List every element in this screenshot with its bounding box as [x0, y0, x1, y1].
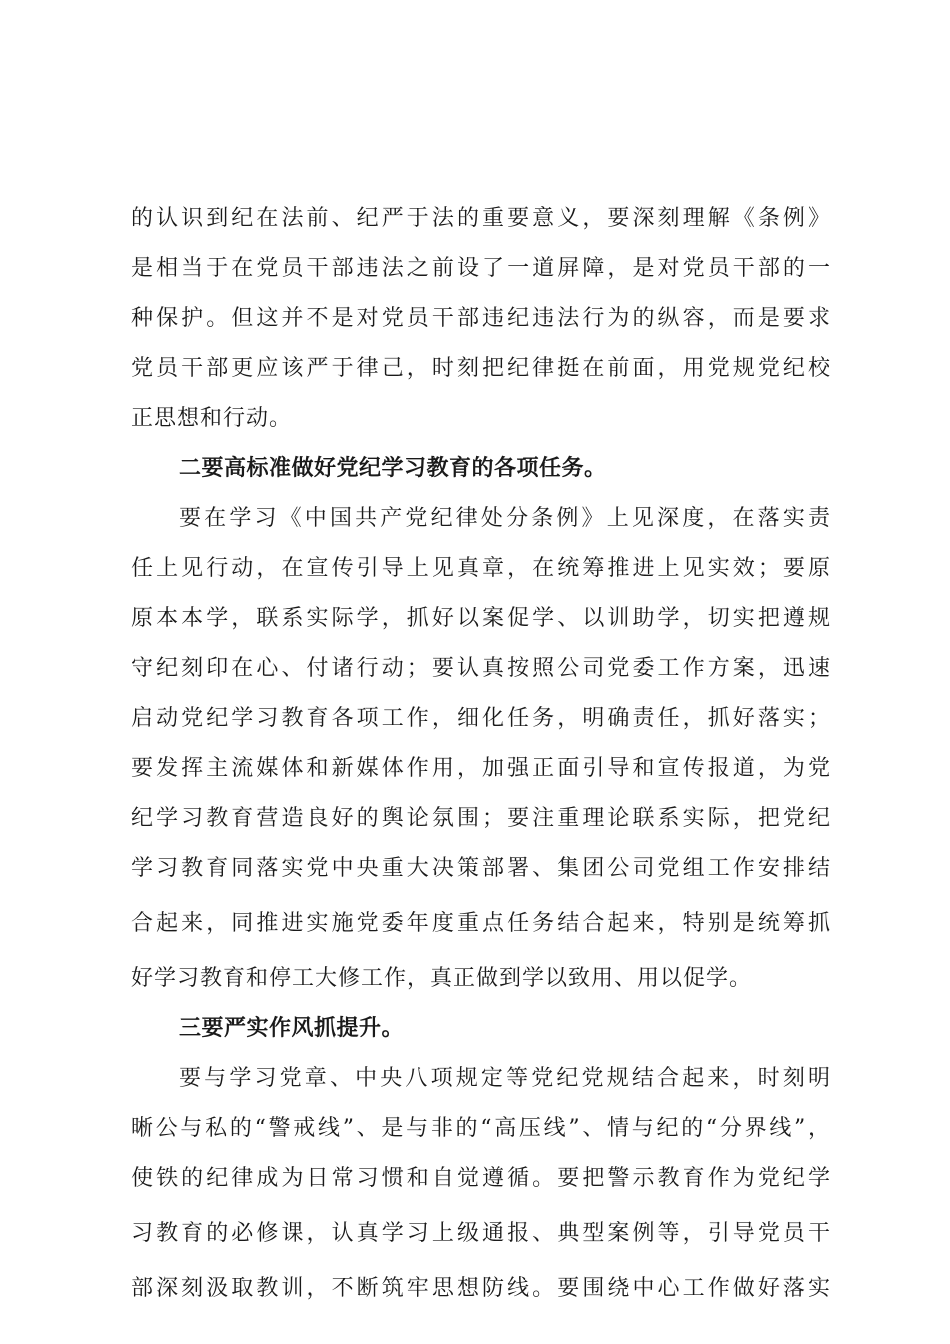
- body-line: 使铁的纪律成为日常习惯和自觉遵循。要把警示教育作为党纪学: [131, 1166, 831, 1191]
- body-line: 纪学习教育营造良好的舆论氛围；要注重理论联系实际，把党纪: [131, 806, 831, 831]
- body-line: 原本本学，联系实际学，抓好以案促学、以训助学，切实把遵规: [131, 606, 831, 631]
- body-line: 部深刻汲取教训，不断筑牢思想防线。要围绕中心工作做好落实: [131, 1276, 831, 1301]
- body-line: 要与学习党章、中央八项规定等党纪党规结合起来，时刻明: [179, 1066, 831, 1091]
- body-line: 要在学习《中国共产党纪律处分条例》上见深度，在落实责: [179, 506, 831, 531]
- body-line: 合起来，同推进实施党委年度重点任务结合起来，特别是统筹抓: [131, 911, 831, 936]
- body-line: 种保护。但这并不是对党员干部违纪违法行为的纵容，而是要求: [131, 306, 831, 331]
- body-line: 是相当于在党员干部违法之前设了一道屏障，是对党员干部的一: [131, 256, 831, 281]
- body-line: 的认识到纪在法前、纪严于法的重要意义，要深刻理解《条例》: [131, 206, 831, 231]
- section-heading: 三要严实作风抓提升。: [179, 1016, 405, 1041]
- body-line: 晰公与私的“警戒线”、是与非的“高压线”、情与纪的“分界线”，: [131, 1116, 831, 1141]
- body-line: 学习教育同落实党中央重大决策部署、集团公司党组工作安排结: [131, 856, 831, 881]
- body-line: 启动党纪学习教育各项工作，细化任务，明确责任，抓好落实；: [131, 706, 831, 731]
- body-line: 守纪刻印在心、付诸行动；要认真按照公司党委工作方案，迅速: [131, 656, 831, 681]
- document-body: [131, 194, 831, 1314]
- body-line: 任上见行动，在宣传引导上见真章，在统筹推进上见实效；要原: [131, 556, 831, 581]
- body-line: 习教育的必修课，认真学习上级通报、典型案例等，引导党员干: [131, 1221, 831, 1246]
- body-line: 正思想和行动。: [131, 406, 293, 431]
- body-line: 党员干部更应该严于律己，时刻把纪律挺在前面，用党规党纪校: [131, 356, 831, 381]
- body-line: 要发挥主流媒体和新媒体作用，加强正面引导和宣传报道，为党: [131, 756, 831, 781]
- body-line: 好学习教育和停工大修工作，真正做到学以致用、用以促学。: [131, 966, 753, 991]
- section-heading: 二要高标准做好党纪学习教育的各项任务。: [179, 456, 607, 481]
